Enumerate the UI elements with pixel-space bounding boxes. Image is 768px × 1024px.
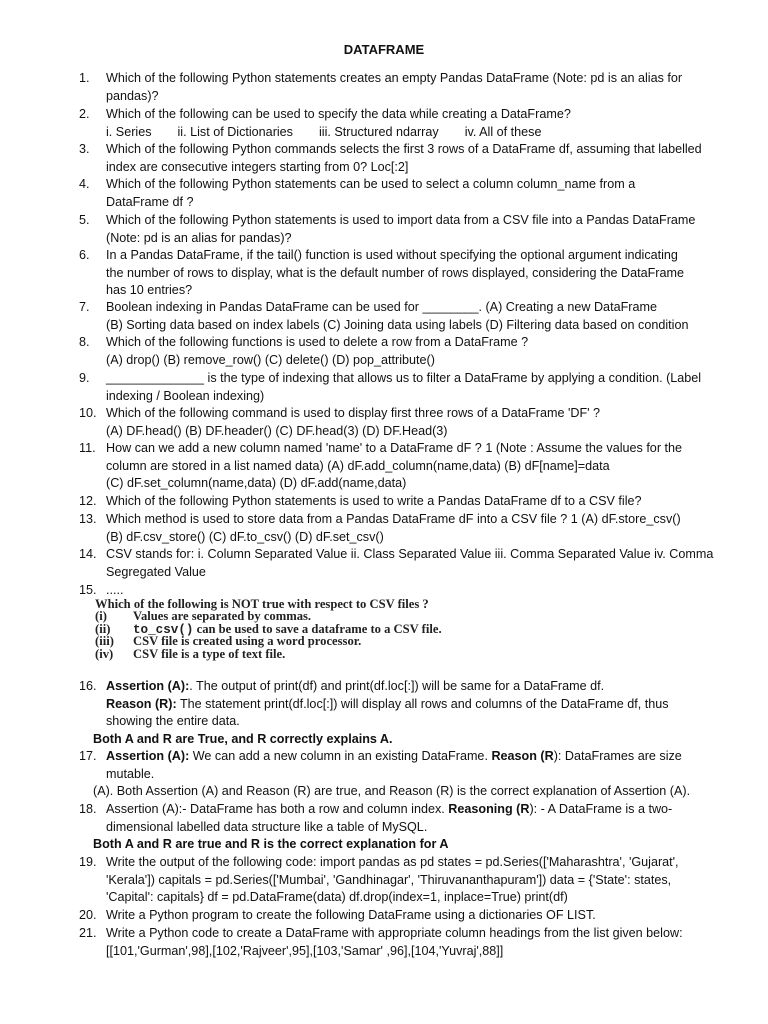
question-number: 21. (79, 926, 97, 940)
assertion-label: Assertion (A): (106, 749, 190, 763)
assertion-text: Assertion (A):- DataFrame has both a row and column index. (106, 802, 449, 816)
image-option-4 (95, 648, 615, 660)
question-1 (79, 70, 731, 105)
question-number: 14. (79, 547, 97, 561)
assertion-line (106, 748, 731, 766)
question-text-line: the number of rows to display, what is the default number of rows displayed, considering the DataFrame (106, 265, 684, 280)
question-options (106, 124, 731, 142)
question-text-line: How can we add a new column named 'name' to a DataFrame dF ? 1 (Note : Assume the values for the (106, 441, 683, 455)
question-8 (79, 334, 731, 369)
question-number: 19. (79, 855, 97, 869)
question-number: 16. (79, 679, 97, 693)
question-13 (79, 511, 731, 546)
question-4 (79, 176, 731, 211)
question-text-line: Which of the following Python statements can be used to select a column column_name from a (106, 177, 636, 191)
question-text-line: (C) dF.set_column(name,data) (D) dF.add(name,data) (106, 476, 407, 491)
question-text-line: Which of the following Python commands selects the first 3 rows of a DataFrame df, assuming that labelled (106, 142, 702, 156)
page-title: DATAFRAME (343, 42, 425, 57)
question-21 (79, 925, 731, 960)
answer-16: Both A and R are True, and R correctly explains A. (93, 732, 393, 746)
image-option-number: (ii) (95, 621, 111, 636)
question-number: 6. (79, 248, 90, 262)
question-5 (79, 212, 731, 247)
question-18 (79, 801, 731, 836)
question-text-line: column are stored in a list named data) (A) dF.add_column(name,data) (B) dF[name]=data (106, 458, 610, 473)
reason-text: The statement print(df.loc[:]) will display all rows and columns of the DataFrame df, thus (176, 696, 669, 711)
question-number: 12. (79, 494, 97, 508)
question-number: 1. (79, 71, 90, 85)
question-number: 2. (79, 107, 90, 121)
question-text-line: indexing / Boolean indexing) (106, 388, 265, 403)
question-6 (79, 247, 731, 300)
question-text-line: In a Pandas DataFrame, if the tail() function is used without specifying the optional argument indicating (106, 248, 678, 262)
image-option-number: (i) (95, 609, 107, 624)
question-text-line: (A) drop() (B) remove_row() (C) delete() (D) pop_attribute() (106, 352, 435, 367)
image-option-number: (iv) (95, 646, 114, 661)
question-text-line: pandas)? (106, 88, 159, 103)
question-9 (79, 370, 731, 405)
answer-17: (A). Both Assertion (A) and Reason (R) are true, and Reason (R) is the correct explanation of Assertion (A). (93, 784, 691, 798)
option: iv. All of these (464, 124, 542, 139)
assertion-line (106, 801, 731, 819)
question-number: 13. (79, 512, 97, 526)
question-text-line: 'Kerala']) capitals = pd.Series(['Mumbai', 'Gandhinagar', 'Thiruvananthapuram']) data = {'State': states, (106, 872, 672, 887)
assertion-line (106, 678, 731, 696)
option: ii. List of Dictionaries (177, 124, 293, 139)
question-number: 18. (79, 802, 97, 816)
question-number: 20. (79, 908, 97, 922)
answer-18: Both A and R are true and R is the correct explanation for A (93, 837, 449, 851)
question-text-line: Which of the following Python statements creates an empty Pandas DataFrame (Note: pd is an alias for (106, 71, 683, 85)
question-text-line: ..... (106, 583, 124, 597)
question-10 (79, 405, 731, 440)
question-3 (79, 141, 731, 176)
question-text-line: ______________ is the type of indexing that allows us to filter a DataFrame by applying a condition. (Label (106, 371, 702, 385)
question-text-line: Write the output of the following code: import pandas as pd states = pd.Series(['Maharashtra', 'Gujarat', (106, 855, 679, 869)
assertion-text: We can add a new column in an existing DataFrame. (189, 749, 492, 763)
question-text-line: Which of the following Python statements is used to import data from a CSV file into a Pandas DataFrame (106, 213, 696, 227)
question-number: 7. (79, 300, 90, 314)
option: i. Series (106, 124, 152, 139)
question-number: 8. (79, 335, 90, 349)
reason-continued: showing the entire data. (106, 714, 240, 729)
image-stem-text: Which of the following is NOT true with respect to CSV files ? (95, 597, 429, 611)
question-2 (79, 106, 731, 141)
question-text-line: Which of the following can be used to specify the data while creating a DataFrame? (106, 107, 571, 121)
question-number: 11. (79, 441, 96, 455)
question-text-line: has 10 entries? (106, 283, 193, 298)
question-11 (79, 440, 731, 493)
reason-line (106, 696, 731, 714)
code-text: to_csv() (133, 622, 194, 637)
question-text-line: DataFrame df ? (106, 194, 194, 209)
question-text-line: (Note: pd is an alias for pandas)? (106, 230, 292, 245)
question-text-line: index are consecutive integers starting from 0? Loc[:2] (106, 159, 409, 174)
assertion-continued: dimensional labelled data structure like a table of MySQL. (106, 819, 428, 834)
question-20 (79, 907, 731, 925)
question-text-line: Segregated Value (106, 564, 206, 579)
assertion-label: Assertion (A): (106, 679, 190, 693)
question-text-line: 'Capital': capitals} df = pd.DataFrame(data) df.drop(index=1, inplace=True) print(df) (106, 890, 568, 905)
question-15-image (95, 598, 615, 660)
question-14 (79, 546, 731, 581)
reason-text: ): - A DataFrame is a two- (529, 802, 673, 816)
question-19 (79, 854, 731, 907)
assertion-continued: mutable. (106, 766, 155, 781)
image-option-text: Values are separated by commas. (133, 609, 312, 624)
image-option-text: can be used to save a dataframe to a CSV file. (193, 621, 442, 636)
question-text-line: Write a Python program to create the following DataFrame using a dictionaries OF LIST. (106, 908, 596, 922)
question-text-line: Which method is used to store data from a Pandas DataFrame dF into a CSV file ? 1 (A) dF.store_csv() (106, 512, 681, 526)
question-text-line: Boolean indexing in Pandas DataFrame can be used for ________. (A) Creating a new DataFrame (106, 300, 657, 314)
question-text-line: Which of the following Python statements is used to write a Pandas DataFrame df to a CSV file? (106, 494, 642, 508)
reason-label: Reason (R): (106, 696, 177, 711)
question-number: 15. (79, 583, 97, 597)
question-text-line: (A) DF.head() (B) DF.header() (C) DF.head(3) (D) DF.Head(3) (106, 423, 448, 438)
question-number: 9. (79, 371, 90, 385)
reason-label: Reasoning (R (448, 802, 530, 816)
question-text-line: (B) Sorting data based on index labels (C) Joining data using labels (D) Filtering data based on condition (106, 317, 689, 332)
question-number: 10. (79, 406, 97, 420)
question-text-line: CSV stands for: i. Column Separated Value ii. Class Separated Value iii. Comma Separated Value iv. Comma (106, 547, 714, 561)
question-text-line: [[101,'Gurman',98],[102,'Rajveer',95],[103,'Samar' ,96],[104,'Yuvraj',88]] (106, 943, 504, 958)
question-text-line: Write a Python code to create a DataFrame with appropriate column headings from the list given below: (106, 926, 683, 940)
image-option-3 (95, 635, 615, 647)
question-text-line: Which of the following functions is used to delete a row from a DataFrame ? (106, 335, 529, 349)
image-option-text: CSV file is a type of text file. (133, 646, 286, 661)
question-number: 3. (79, 142, 90, 156)
assertion-text: . The output of print(df) and print(df.loc[:]) will be same for a DataFrame df. (189, 679, 605, 693)
question-text-line: (B) dF.csv_store() (C) dF.to_csv() (D) dF.set_csv() (106, 529, 384, 544)
question-12 (79, 493, 731, 511)
question-text-line: Which of the following command is used to display first three rows of a DataFrame 'DF' ? (106, 406, 601, 420)
question-17 (79, 748, 731, 783)
reason-label: Reason (R (491, 749, 554, 763)
question-number: 17. (79, 749, 97, 763)
question-16 (79, 678, 731, 731)
option: iii. Structured ndarray (318, 124, 439, 139)
reason-text: ): DataFrames are size (553, 749, 682, 763)
question-number: 5. (79, 213, 90, 227)
image-option-text: CSV file is created using a word processor. (133, 634, 362, 649)
question-number: 4. (79, 177, 90, 191)
question-7 (79, 299, 731, 334)
image-option-number: (iii) (95, 634, 114, 649)
